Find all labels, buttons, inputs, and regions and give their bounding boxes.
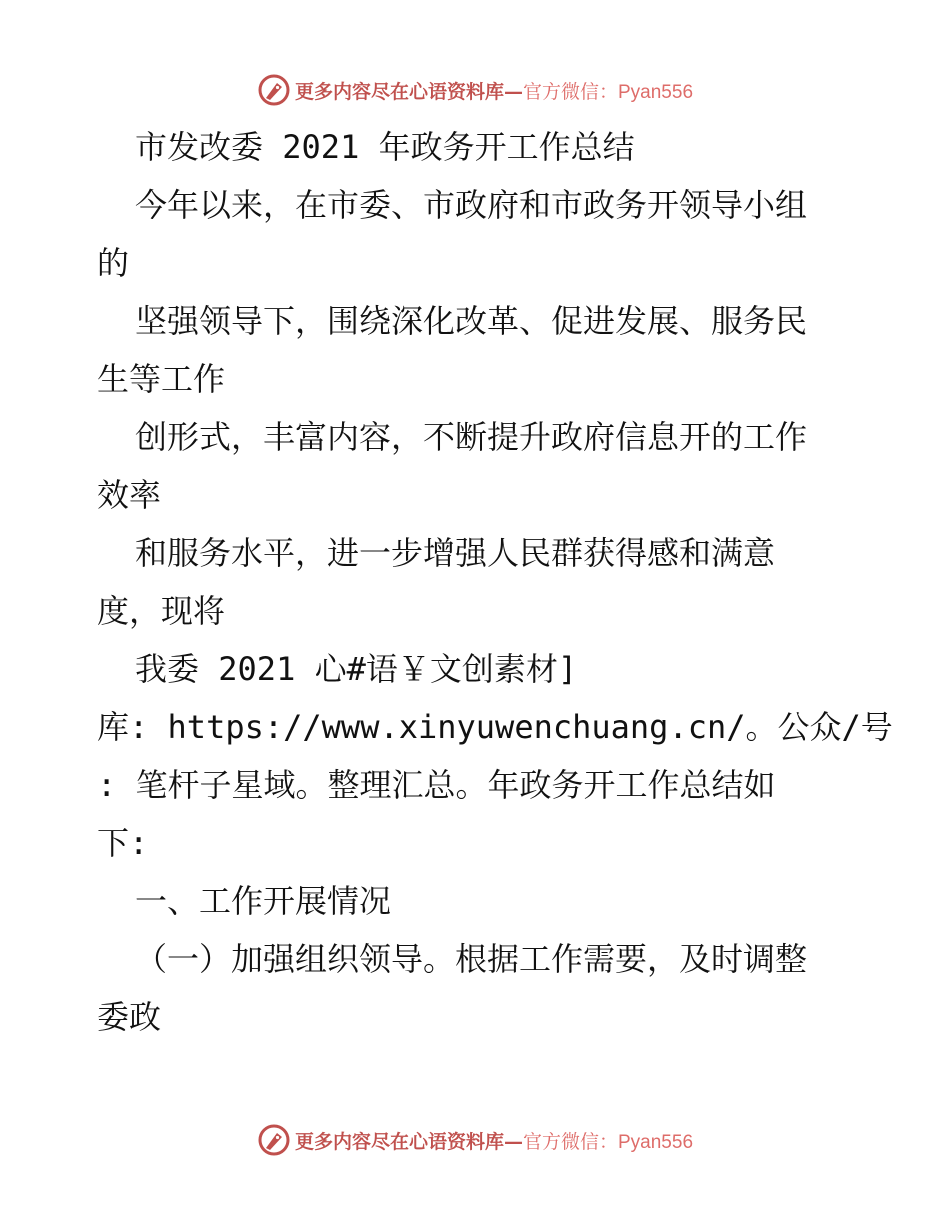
pen-nib-circle-icon	[257, 1123, 291, 1157]
paragraph-line: : 笔杆子星域。整理汇总。年政务开工作总结如	[97, 766, 776, 804]
paragraph-line: 委政	[97, 998, 162, 1036]
paragraph-line: 度，现将	[97, 592, 226, 630]
paragraph-line: 和服务水平，进一步增强人民群获得感和满意	[135, 534, 776, 572]
banner-main-text: 更多内容尽在心语资料库—	[294, 1130, 523, 1153]
document-body	[97, 118, 893, 1046]
paragraph-line: 效率	[97, 476, 162, 514]
banner-wechat-text: 官方微信：Pyan556	[523, 81, 694, 103]
paragraph-line: 我委 2021 心#语￥文创素材]	[135, 650, 578, 688]
paragraph-line: 的	[97, 244, 130, 282]
paragraph-line: 坚强领导下，围绕深化改革、促进发展、服务民	[135, 302, 808, 340]
footer-banner	[0, 1120, 950, 1160]
paragraph-line: （一）加强组织领导。根据工作需要，及时调整	[135, 940, 808, 978]
section-heading: 一、工作开展情况	[135, 882, 392, 920]
banner-wechat-text: 官方微信：Pyan556	[523, 1131, 694, 1153]
paragraph-line: 今年以来，在市委、市政府和市政务开领导小组	[135, 186, 808, 224]
paragraph-line: 创形式，丰富内容，不断提升政府信息开的工作	[135, 418, 808, 456]
paragraph-line: 库: https://www.xinyuwenchuang.cn/。公众/号	[97, 708, 893, 746]
document-title: 市发改委 2021 年政务开工作总结	[135, 128, 635, 166]
paragraph-line: 生等工作	[97, 360, 226, 398]
paragraph-line: 下:	[97, 824, 149, 862]
pen-nib-circle-icon	[257, 73, 291, 107]
banner-main-text: 更多内容尽在心语资料库—	[294, 80, 523, 103]
header-banner	[0, 70, 950, 110]
